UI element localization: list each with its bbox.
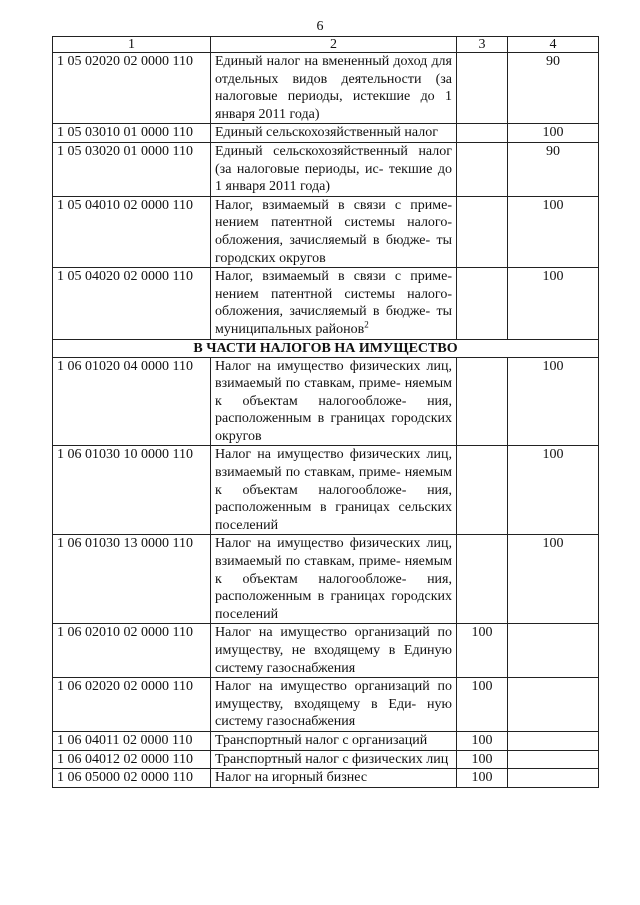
column-header-3: 3	[457, 37, 508, 53]
revenue-name	[211, 624, 457, 678]
rate-column-4: 100	[508, 124, 599, 143]
revenue-name	[211, 731, 457, 750]
rate-column-4	[508, 678, 599, 732]
section-row	[53, 339, 599, 357]
revenue-name-line: налог (за налоговые периоды, ис-	[215, 143, 452, 177]
table-row	[53, 53, 599, 124]
rate-column-4: 100	[508, 446, 599, 535]
rate-column-3	[457, 124, 508, 143]
revenue-name-line: Налог на игорный бизнес	[215, 770, 368, 786]
table-row	[53, 196, 599, 267]
rate-column-3	[457, 357, 508, 446]
page-number: 6	[316, 19, 324, 34]
revenue-name-line: лиц, взимаемый по ставкам, приме-	[215, 358, 453, 392]
revenue-name-line: ния, расположенным в границах	[215, 393, 452, 427]
revenue-name-line: ния, расположенным в границах	[215, 571, 452, 605]
table-row	[53, 769, 599, 788]
header-row	[53, 37, 599, 53]
revenue-code: 1 05 04010 02 0000 110	[53, 196, 211, 267]
revenue-code: 1 06 01030 13 0000 110	[53, 535, 211, 624]
revenue-name-line: обложения, зачисляемый в бюдже-	[215, 232, 431, 248]
rate-column-3: 100	[457, 678, 508, 732]
column-header-1: 1	[53, 37, 211, 53]
revenue-name-line: ную систему газоснабжения	[215, 696, 452, 730]
revenue-name-line: ния, расположенным в границах	[215, 482, 452, 516]
revenue-name-line: Единый сельскохозяйственный	[215, 125, 401, 141]
revenue-name-line: Налог на имущество организаций	[215, 625, 430, 641]
table-row	[53, 731, 599, 750]
revenue-name	[211, 196, 457, 267]
revenue-name	[211, 769, 457, 788]
revenue-name	[211, 268, 457, 339]
revenue-name-line: ты муниципальных районов	[215, 304, 452, 337]
rate-column-3: 100	[457, 750, 508, 769]
table-row	[53, 750, 599, 769]
revenue-name-line: няемым к объектам налогообложе-	[215, 554, 452, 587]
table-row	[53, 535, 599, 624]
table-row	[53, 142, 599, 196]
revenue-name-line: городских поселений	[215, 589, 452, 622]
revenue-name-line: по имуществу, входящему в Еди-	[215, 679, 452, 712]
rate-column-3: 100	[457, 731, 508, 750]
revenue-code: 1 06 01020 04 0000 110	[53, 357, 211, 446]
revenue-code: 1 05 03010 01 0000 110	[53, 124, 211, 143]
rate-column-4	[508, 769, 599, 788]
column-header-2: 2	[211, 37, 457, 53]
revenue-name-line: по имуществу, не входящему в	[215, 625, 452, 658]
revenue-name-line: лиц	[426, 751, 449, 767]
rate-column-4: 100	[508, 535, 599, 624]
column-header-4: 4	[508, 37, 599, 53]
revenue-name-line: (за налоговые периоды, истекшие	[215, 71, 453, 105]
revenue-code: 1 06 02020 02 0000 110	[53, 678, 211, 732]
revenue-name	[211, 124, 457, 143]
rate-column-3	[457, 535, 508, 624]
revenue-name-line: Налог на имущество организаций	[215, 679, 430, 695]
rate-column-4: 90	[508, 142, 599, 196]
revenue-name-line: Единый налог на вмененный доход	[215, 54, 428, 69]
rate-column-4: 100	[508, 196, 599, 267]
revenue-code: 1 05 02020 02 0000 110	[53, 53, 211, 124]
revenue-name	[211, 53, 457, 124]
revenue-code: 1 06 04012 02 0000 110	[53, 750, 211, 769]
revenue-name-line: лиц, взимаемый по ставкам, приме-	[215, 447, 453, 481]
revenue-name-line: лиц, взимаемый по ставкам, приме-	[215, 536, 453, 570]
revenue-name	[211, 678, 457, 732]
rate-column-4	[508, 731, 599, 750]
revenue-name-line: няемым к объектам налогообложе-	[215, 465, 452, 498]
rate-column-4	[508, 750, 599, 769]
revenue-name-line: Налог, взимаемый в связи с приме-	[215, 269, 452, 285]
revenue-code: 1 05 03020 01 0000 110	[53, 142, 211, 196]
revenue-code: 1 05 04020 02 0000 110	[53, 268, 211, 339]
rate-column-4: 100	[508, 268, 599, 339]
revenue-name	[211, 446, 457, 535]
rate-column-3	[457, 268, 508, 339]
table-row	[53, 678, 599, 732]
revenue-name-line: нением патентной системы налого-	[215, 215, 452, 231]
section-heading: В ЧАСТИ НАЛОГОВ НА ИМУЩЕСТВО	[53, 339, 599, 357]
revenue-name	[211, 535, 457, 624]
revenue-name-line: Единую систему газоснабжения	[215, 643, 453, 676]
table-row	[53, 268, 599, 339]
revenue-name-line: Налог, взимаемый в связи с приме-	[215, 197, 452, 213]
footnote-marker: 2	[364, 319, 369, 330]
revenue-name-line: Налог на имущество физических	[215, 536, 421, 552]
table-row	[53, 357, 599, 446]
rate-column-4	[508, 624, 599, 678]
revenue-name	[211, 142, 457, 196]
revenue-name-line: Транспортный налог с физических	[215, 751, 423, 767]
rate-column-3	[457, 196, 508, 267]
rate-column-3: 100	[457, 769, 508, 788]
revenue-name-line: городских округов	[215, 411, 452, 444]
revenue-name-line: налог	[404, 125, 438, 141]
rate-column-4: 90	[508, 53, 599, 124]
revenue-name-line: няемым к объектам налогообложе-	[215, 376, 452, 409]
revenue-name-line: до 1 января 2011 года)	[215, 89, 453, 122]
table-row	[53, 124, 599, 143]
rate-column-3	[457, 53, 508, 124]
rate-column-3: 100	[457, 624, 508, 678]
revenue-name	[211, 357, 457, 446]
revenue-name-line: обложения, зачисляемый в бюдже-	[215, 304, 431, 320]
revenue-name-line: Налог на имущество физических	[215, 447, 421, 463]
revenue-name-line: для отдельных видов деятельности	[215, 54, 452, 87]
revenue-name-line: текшие до 1 января 2011 года)	[215, 161, 453, 195]
rate-column-3	[457, 446, 508, 535]
tax-revenue-table	[52, 36, 599, 788]
revenue-code: 1 06 04011 02 0000 110	[53, 731, 211, 750]
revenue-name-line: ты городских округов	[215, 232, 452, 266]
table-row	[53, 446, 599, 535]
table-body	[53, 37, 599, 788]
rate-column-3	[457, 142, 508, 196]
revenue-name-line: Налог на имущество физических	[215, 358, 421, 374]
table-row	[53, 624, 599, 678]
revenue-code: 1 06 05000 02 0000 110	[53, 769, 211, 788]
revenue-name-line: Единый сельскохозяйственный	[215, 143, 408, 159]
rate-column-4: 100	[508, 357, 599, 446]
revenue-name	[211, 750, 457, 769]
revenue-code: 1 06 02010 02 0000 110	[53, 624, 211, 678]
revenue-name-line: Транспортный налог с организаций	[215, 732, 428, 748]
revenue-name-line: сельских поселений	[215, 500, 452, 533]
revenue-code: 1 06 01030 10 0000 110	[53, 446, 211, 535]
revenue-name-line: нением патентной системы налого-	[215, 286, 452, 302]
